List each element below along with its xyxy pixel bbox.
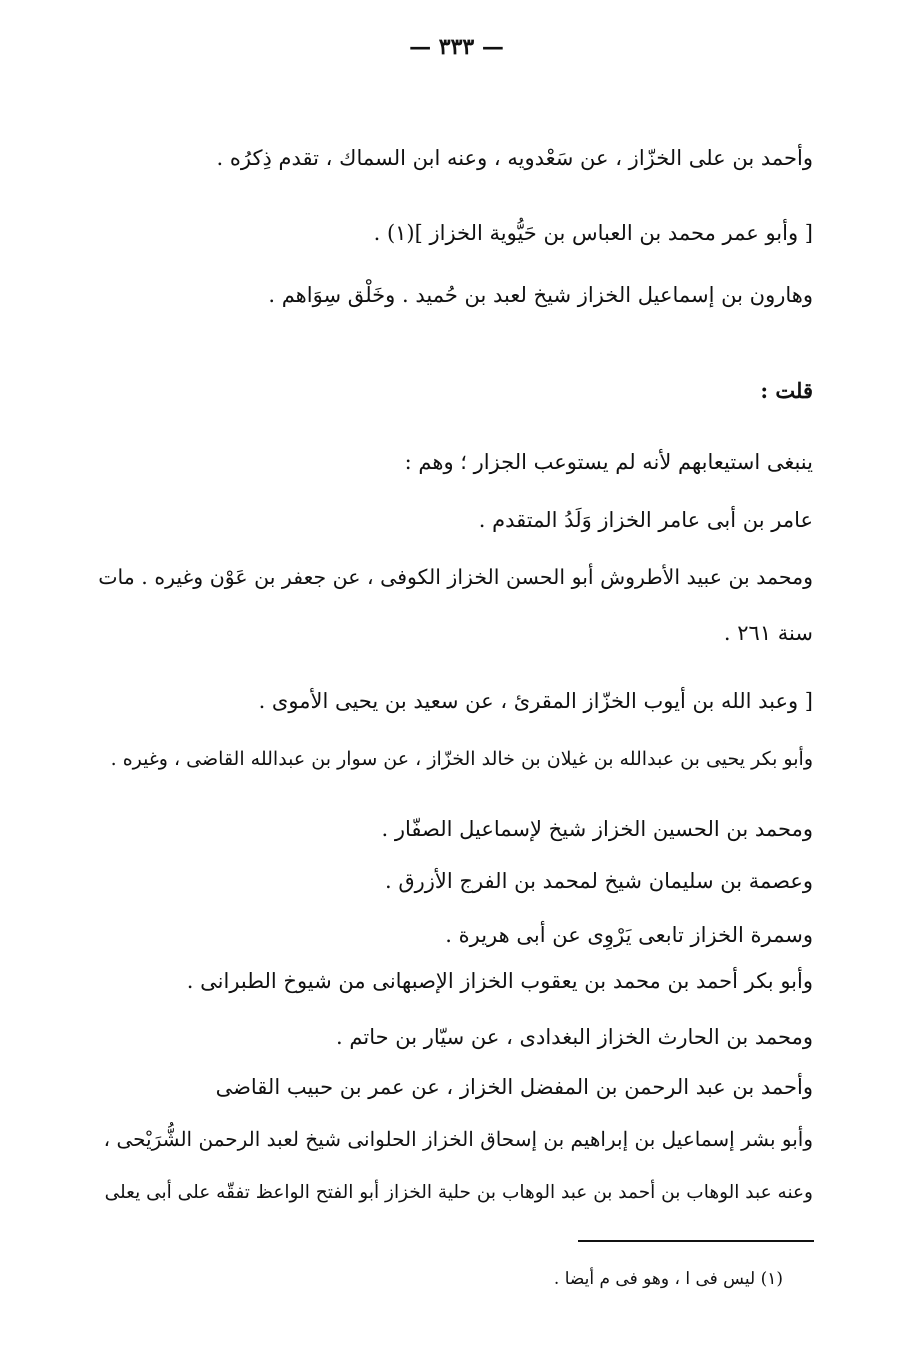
- text-line: وأبو بشر إسماعيل بن إبراهيم بن إسحاق الخزاز الحلوانى شيخ لعبد الرحمن الشُّرَيْحى ،: [103, 1127, 813, 1151]
- text-line: ومحمد بن الحارث الخزاز البغدادى ، عن سيّار بن حاتم .: [336, 1025, 813, 1049]
- text-line: ينبغى استيعابهم لأنه لم يستوعب الجزار ؛ وهم :: [404, 450, 813, 474]
- text-line: وأبو بكر يحيى بن عبدالله بن غيلان بن خالد الخزّاز ، عن سوار بن عبدالله القاضى ، وغيره .: [110, 748, 813, 770]
- text-line: ومحمد بن الحسين الخزاز شيخ لإسماعيل الصفّار .: [381, 817, 813, 841]
- text-line: وسمرة الخزاز تابعى يَرْوِى عن أبى هريرة .: [445, 923, 813, 947]
- text-line: [ وأبو عمر محمد بن العباس بن حَيُّوية الخزاز ](١) .: [373, 221, 813, 245]
- text-line: وأبو بكر أحمد بن محمد بن يعقوب الخزاز الإصبهانى من شيوخ الطبرانى .: [186, 969, 813, 993]
- section-heading: قلت :: [760, 378, 813, 403]
- text-line: وأحمد بن عبد الرحمن بن المفضل الخزاز ، عن عمر بن حبيب القاضى: [215, 1075, 813, 1099]
- text-line: سنة ٢٦١ .: [723, 621, 813, 645]
- footnote: (١) ليس فى ا ، وهو فى م أيضا .: [553, 1269, 783, 1289]
- text-line: وعنه عبد الوهاب بن أحمد بن عبد الوهاب بن حلية الخزاز أبو الفتح الواعظ تفقّه على أبى يعلى: [104, 1182, 813, 1203]
- footnote-rule: [578, 1240, 814, 1242]
- text-line: وعصمة بن سليمان شيخ لمحمد بن الفرج الأزرق .: [385, 869, 813, 893]
- page-number: — ٣٣٣ —: [409, 34, 504, 60]
- text-line: عامر بن أبى عامر الخزاز وَلَدُ المتقدم .: [478, 508, 813, 532]
- text-line: [ وعبد الله بن أيوب الخزّاز المقرئ ، عن سعيد بن يحيى الأموى .: [258, 689, 813, 713]
- text-line: ومحمد بن عبيد الأطروش أبو الحسن الخزاز الكوفى ، عن جعفر بن عَوْن وغيره . مات: [98, 565, 813, 589]
- text-line: وأحمد بن على الخزّاز ، عن سَعْدويه ، وعنه ابن السماك ، تقدم ذِكرُه .: [216, 146, 813, 170]
- text-line: وهارون بن إسماعيل الخزاز شيخ لعبد بن حُميد . وخَلْق سِوَاهم .: [268, 283, 813, 307]
